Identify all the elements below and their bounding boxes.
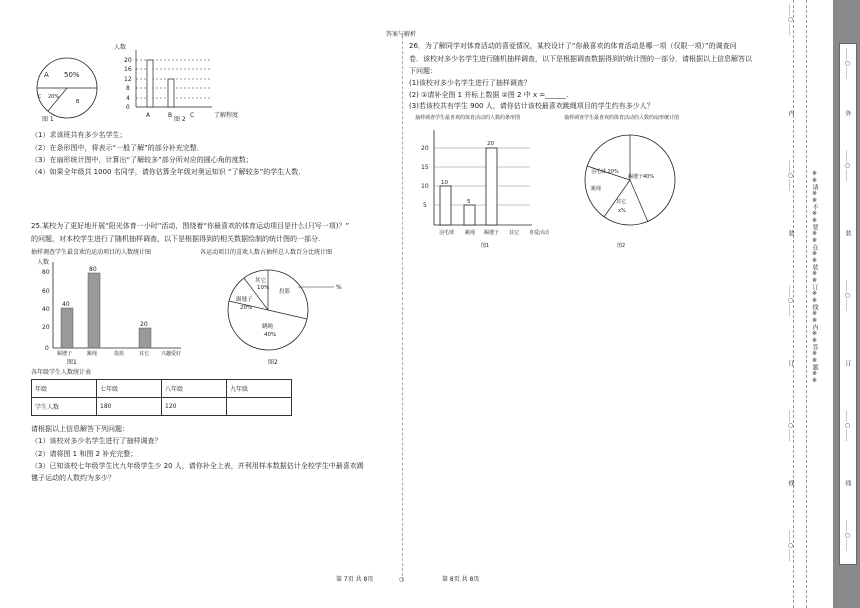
binding-outer-mark: ……○……	[844, 520, 851, 551]
q26-ytick: 10	[421, 183, 429, 190]
q26-xtick: 其它	[509, 230, 520, 236]
footer-page-left: 第 7页 共 8页	[336, 576, 374, 583]
binding-outer-mark: 装	[844, 230, 851, 236]
q26-line: 下问题：	[409, 67, 437, 75]
table-cell: 七年级	[97, 380, 162, 398]
q25-pie-jump-pct: 40%	[264, 332, 277, 338]
q25-pie-shuttle: 踢毽子	[236, 297, 253, 303]
binding-outer-mark: ……○……	[844, 150, 851, 181]
q25-intro: 的问题，对本校学生进行了随机抽样调查，以下是根据得到的相关数据绘制的统计图的一部分.	[31, 235, 321, 243]
binding-dash-line	[806, 0, 807, 608]
binding-outer-mark: 线	[844, 480, 851, 486]
q25-x-title: 兴趣爱好	[161, 351, 182, 357]
q24-bar-chart	[112, 42, 252, 118]
q24-ytick: 20	[124, 57, 132, 64]
q24-pie-b-label: B	[76, 99, 80, 105]
q26-line: (1)该校对多少名学生进行了抽样调查？	[409, 79, 531, 87]
q26-bar-caption: 图1	[481, 243, 490, 249]
q25-y-title: 人数	[37, 259, 50, 266]
q25-question: （1）该校对多少名学生进行了抽样调查？	[31, 437, 162, 445]
q26-xtick: 羽毛球	[439, 230, 455, 236]
q25-bar-shuttle	[61, 308, 73, 348]
q25-ytick: 0	[45, 345, 49, 352]
q24-bar-caption: 图 2	[174, 116, 186, 123]
q24-bar-b	[168, 79, 174, 107]
q26-pie-chart	[580, 128, 680, 228]
q24-line: （1）求该班共有多少名学生；	[31, 131, 127, 139]
page-header: 答案与解析	[386, 31, 417, 38]
q26-bar-badminton	[440, 186, 451, 225]
q26-x-title: 喜爱活动	[529, 230, 550, 236]
q25-pie-shuttle-pct: 20%	[240, 305, 253, 311]
binding-inner-mark: ……○……	[787, 410, 794, 441]
q25-bar-label: 20	[140, 321, 148, 328]
q25-bar-caption: 图1	[67, 359, 77, 366]
q24-x-title: 了解程度	[214, 112, 239, 119]
q26-line: (2) ①请补全图 1 并标上数据 ②图 2 中 x =______.	[409, 91, 569, 99]
binding-outer-mark: 订	[844, 360, 851, 366]
q24-ytick: 4	[126, 95, 130, 102]
q25-table-title: 各年级学生人数统计表	[31, 369, 92, 376]
q26-bar-label: 10	[441, 180, 448, 186]
q26-xtick: 跳绳	[465, 230, 476, 236]
q26-pie-title: 抽样调查学生最喜欢的体育活动的人数的扇形统计图	[564, 115, 680, 121]
q25-ytick: 80	[42, 269, 50, 276]
q24-ytick: 0	[126, 104, 130, 111]
table-cell: 年级	[32, 380, 97, 398]
q24-line: （2）在条形图中，将表示“一般了解”的部分补充完整．	[31, 144, 204, 152]
q26-ytick: 5	[423, 202, 427, 209]
table-cell: 八年级	[162, 380, 227, 398]
q24-line: （3）在扇形统计图中，计算出“了解较多”部分所对应的圆心角的度数；	[31, 156, 253, 164]
q26-bar-title: 抽样调查学生最喜欢的体育活动的人数的条形图	[415, 115, 521, 121]
binding-outer-mark: ……○……	[844, 280, 851, 311]
q25-xtick: 其它	[139, 351, 150, 357]
q24-pie-c-label: C	[38, 94, 42, 100]
footer-page-right: 第 8页 共 8页	[442, 576, 480, 583]
binding-inner-mark: ……○……	[787, 4, 794, 35]
q26-pie-shuttle: 踢毽子40%	[628, 174, 655, 180]
q26-line: 26．为了解同学对体育活动的喜爱情况，某校设计了“你最喜欢的体育活动是哪一项（仅限一项）”的调查问	[409, 42, 737, 50]
q25-pie-chart	[226, 270, 346, 355]
q25-pie-other: 其它	[255, 278, 267, 284]
q24-xtick: A	[146, 112, 151, 119]
q26-pie-badminton: 羽毛球 20%	[591, 169, 619, 175]
q26-ytick: 15	[421, 164, 429, 171]
q25-question: 请根据以上信息解答下列问题：	[31, 425, 129, 433]
binding-inner-mark: ……○……	[787, 160, 794, 191]
q25-pie-jump: 跳绳	[262, 324, 274, 330]
q24-ytick: 12	[124, 76, 132, 83]
q24-pie-chart	[30, 58, 110, 120]
q26-line: 卷．该校对多少名学生进行随机抽样调查，以下是根据调查数据得到的统计图的一部分．请根据以上信息解答以	[409, 55, 752, 63]
q25-xtick: 踢毽子	[57, 351, 73, 357]
q24-bar-a	[147, 60, 153, 107]
table-cell	[227, 398, 292, 416]
q25-xtick: 投篮	[114, 351, 125, 357]
q24-y-title: 人数	[114, 44, 127, 51]
column-divider	[402, 36, 403, 581]
grade-student-table	[31, 379, 292, 416]
q25-bar-label: 40	[62, 301, 70, 308]
q25-bar-title: 抽样调查学生最喜欢的运动项目的人数统计图	[31, 249, 152, 256]
q24-line: （4）如果全年级共 1000 名同学，请你估算全年级对奥运知识 “了解较多”的学生人数．	[31, 168, 306, 176]
binding-warning: ※※请※※不※※要※※在※※装※※订※※线※※内※※答※※题※※	[811, 170, 818, 384]
q26-pie-x: x%	[618, 208, 626, 214]
q25-pie-pct-sign: %	[336, 284, 342, 291]
q26-pie-caption: 图2	[617, 243, 626, 249]
q26-bar-label: 20	[487, 141, 494, 147]
q24-ytick: 16	[124, 66, 132, 73]
footer-circle: ○	[399, 576, 405, 583]
q24-xtick: B	[168, 112, 173, 119]
q26-ytick: 20	[421, 145, 429, 152]
q25-pie-other-pct: 10%	[257, 285, 270, 291]
binding-inner-mark: 订	[787, 360, 794, 366]
q25-pie-caption: 图2	[268, 359, 278, 366]
binding-outer-mark: ……○……	[844, 48, 851, 79]
q25-question: （3）已知该校七年级学生比九年级学生少 20 人，请你补全上表，并利用样本数据估计全校学生中最喜欢踢	[31, 462, 364, 470]
binding-outer-mark: ……○……	[844, 410, 851, 441]
q26-bar-label: 5	[467, 199, 471, 205]
q25-bar-chart	[31, 258, 196, 358]
q26-pie-jump: 跳绳	[591, 186, 602, 192]
q25-bar-jump	[88, 273, 100, 348]
q25-question: 毽子运动的人数约为多少？	[31, 474, 115, 482]
q26-bar-chart	[412, 128, 562, 243]
binding-inner-mark: 线	[787, 480, 794, 486]
q25-bar-other	[139, 328, 151, 348]
q24-pie-c-pct: 20%	[48, 94, 60, 100]
q24-pie-a-pct: 50%	[64, 71, 80, 79]
q24-xtick: C	[190, 112, 195, 119]
q24-ytick: 8	[126, 85, 130, 92]
q25-ytick: 40	[42, 306, 50, 313]
binding-inner-mark: ……○……	[787, 285, 794, 316]
q25-ytick: 20	[42, 324, 50, 331]
q25-intro: 25.某校为了更好地开展“阳光体育一小时”活动，围绕着“你最喜欢的体育运动项目是什么(只写一项)？”	[31, 222, 350, 230]
q26-bar-jump	[464, 205, 475, 225]
q26-line: (3)若该校共有学生 900 人，请你估计该校最喜欢跳绳项目的学生约有多少人？	[409, 102, 654, 110]
q25-ytick: 60	[42, 288, 50, 295]
binding-inner-mark: 装	[787, 230, 794, 236]
q24-pie-a-label: A	[44, 71, 49, 79]
binding-outer-mark: 外	[844, 110, 851, 116]
table-row	[32, 398, 292, 416]
q25-xtick: 跳绳	[87, 351, 98, 357]
binding-inner-mark: ……○……	[787, 530, 794, 561]
q26-xtick: 踢毽子	[484, 230, 500, 236]
q24-pie-caption: 图 1	[42, 116, 54, 123]
table-row	[32, 380, 292, 398]
table-cell: 180	[97, 398, 162, 416]
q25-bar-label: 80	[89, 266, 97, 273]
q26-pie-other: 其它	[616, 199, 627, 205]
q25-question: （2）请将图 1 和图 2 补充完整；	[31, 450, 138, 458]
q25-pie-basket: 投篮	[279, 289, 291, 295]
q26-bar-shuttle	[486, 148, 497, 225]
table-cell: 学生人数	[32, 398, 97, 416]
table-cell: 九年级	[227, 380, 292, 398]
binding-inner-mark: 内	[787, 110, 794, 116]
table-cell: 120	[162, 398, 227, 416]
q25-pie-title: 各运动项目的喜欢人数占抽样总人数百分比统计图	[200, 249, 333, 256]
